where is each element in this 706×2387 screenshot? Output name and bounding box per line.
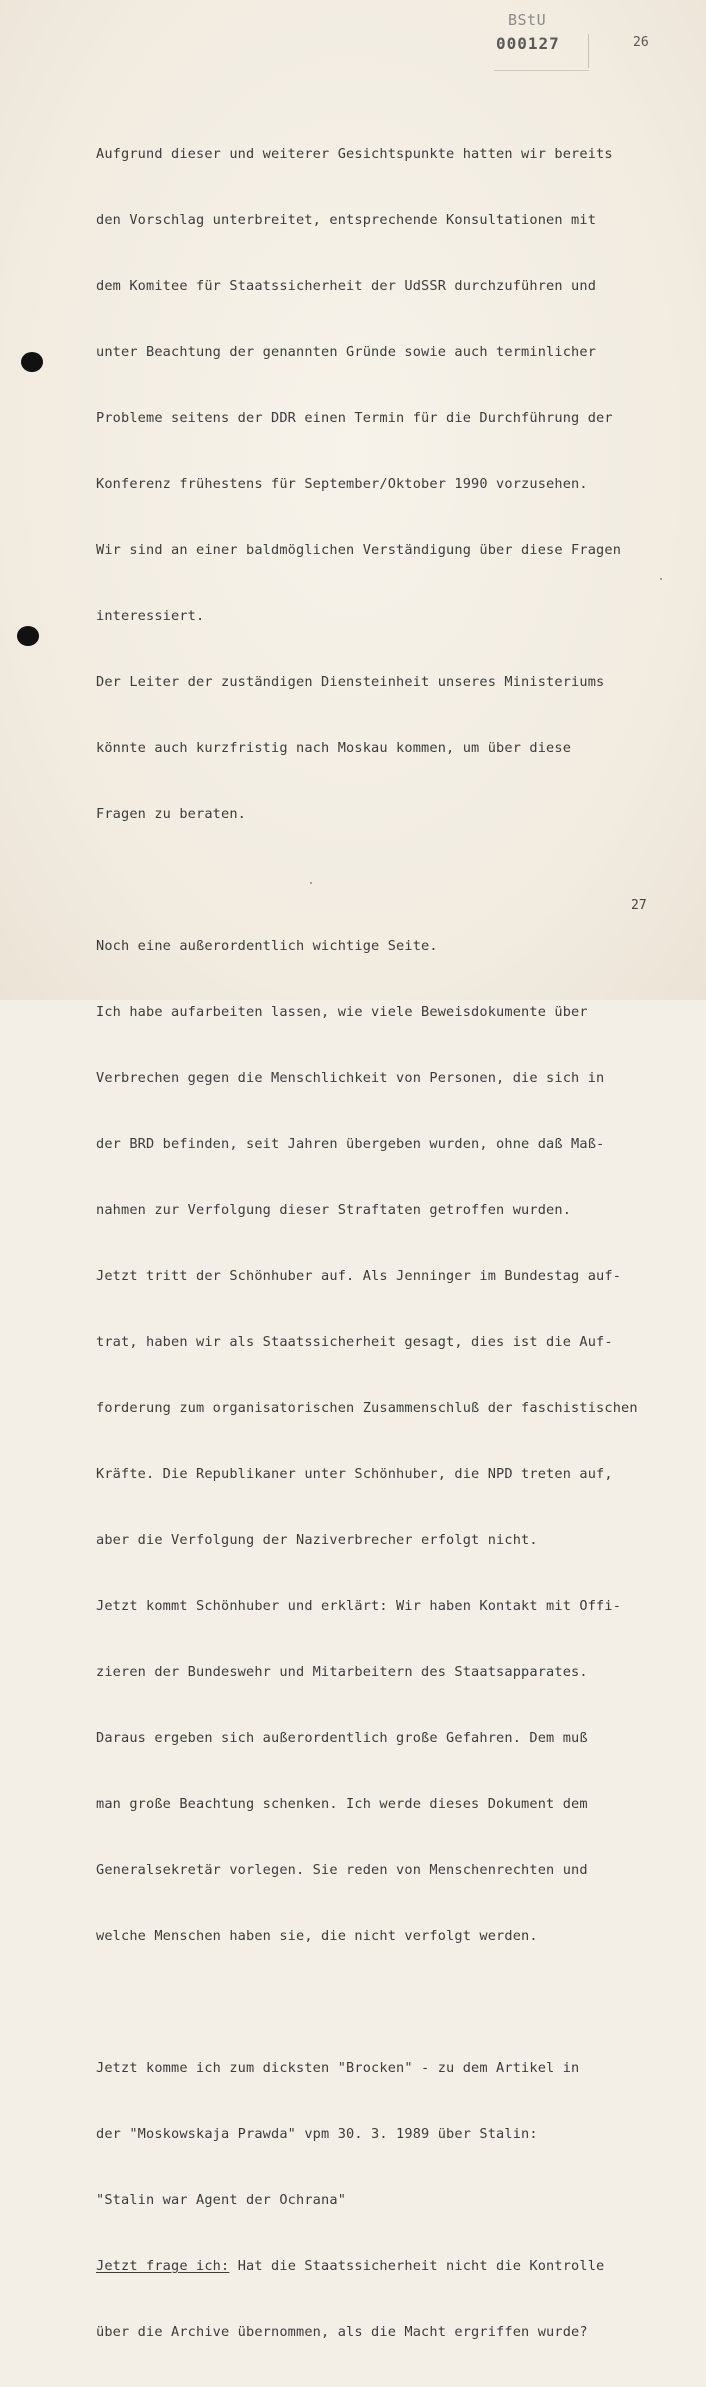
punch-hole-upper [21,352,43,372]
text-line: forderung zum organisatorischen Zusammenschluß der faschistischen [96,1400,638,1416]
text-line: "Stalin war Agent der Ochrana" [96,2192,347,2208]
text-line: Konferenz frühestens für September/Oktober 1990 vorzusehen. [96,476,588,492]
punch-hole-lower [17,626,39,646]
text-line: interessiert. [96,608,205,624]
text-line: Ich habe aufarbeiten lassen, wie viele Beweisdokumente über [96,1004,588,1020]
archive-stamp [488,8,592,76]
text-line: Daraus ergeben sich außerordentlich große Gefahren. Dem muß [96,1730,588,1746]
question-text: Hat die Staatssicherheit nicht die Kontrolle [229,2258,605,2274]
paragraph-gap [96,869,686,891]
text-line: Verbrechen gegen die Menschlichkeit von Personen, die sich in [96,1070,605,1086]
text-line-question [96,2255,686,2277]
text-line: Aufgrund dieser und weiterer Gesichtspunkte hatten wir bereits [96,146,613,162]
text-line: dem Komitee für Staatssicherheit der UdSSR durchzuführen und [96,278,597,294]
paragraph-gap [96,1991,686,2013]
text-line: Kräfte. Die Republikaner unter Schönhuber, die NPD treten auf, [96,1466,613,1482]
text-line: zieren der Bundeswehr und Mitarbeitern des Staatsapparates. [96,1664,588,1680]
text-line: unter Beachtung der genannten Gründe sowie auch terminlicher [96,344,597,360]
stamp-frame-bottom [494,70,589,71]
text-line: Der Leiter der zuständigen Diensteinheit unseres Ministeriums [96,674,605,690]
text-line: der "Moskowskaja Prawda" vpm 30. 3. 1989 über Stalin: [96,2126,538,2142]
stamp-frame-right [588,34,589,68]
text-line: man große Beachtung schenken. Ich werde dieses Dokument dem [96,1796,588,1812]
text-line: Wir sind an einer baldmöglichen Verständigung über diese Fragen [96,542,622,558]
text-line: Generalsekretär vorlegen. Sie reden von Menschenrechten und [96,1862,588,1878]
text-line: nahmen zur Verfolgung dieser Straftaten getroffen wurden. [96,1202,572,1218]
text-line: Jetzt tritt der Schönhuber auf. Als Jenninger im Bundestag auf- [96,1268,622,1284]
page-number-bottom: 27 [631,898,647,913]
text-line: welche Menschen haben sie, die nicht verfolgt werden. [96,1928,538,1944]
text-line: Jetzt kommt Schönhuber und erklärt: Wir haben Kontakt mit Offi- [96,1598,622,1614]
page-number-top: 26 [633,35,649,50]
text-line: der BRD befinden, seit Jahren übergeben wurden, ohne daß Maß- [96,1136,605,1152]
underlined-phrase: Jetzt frage ich: [96,2258,230,2274]
text-line: Probleme seitens der DDR einen Termin für die Durchführung der [96,410,613,426]
document-body [96,99,686,2387]
text-line: könnte auch kurzfristig nach Moskau kommen, um über diese [96,740,572,756]
text-line: Jetzt komme ich zum dicksten "Brocken" - zu dem Artikel in [96,2060,580,2076]
text-line: Noch eine außerordentlich wichtige Seite. [96,938,438,954]
text-line: den Vorschlag unterbreitet, entsprechende Konsultationen mit [96,212,597,228]
stamp-page-number: 000127 [496,34,560,53]
text-line: Fragen zu beraten. [96,806,247,822]
text-line: über die Archive übernommen, als die Macht ergriffen wurde? [96,2324,588,2340]
text-line: aber die Verfolgung der Naziverbrecher erfolgt nicht. [96,1532,538,1548]
stamp-archive-label: BStU [508,11,547,29]
text-line: trat, haben wir als Staatssicherheit gesagt, dies ist die Auf- [96,1334,613,1350]
